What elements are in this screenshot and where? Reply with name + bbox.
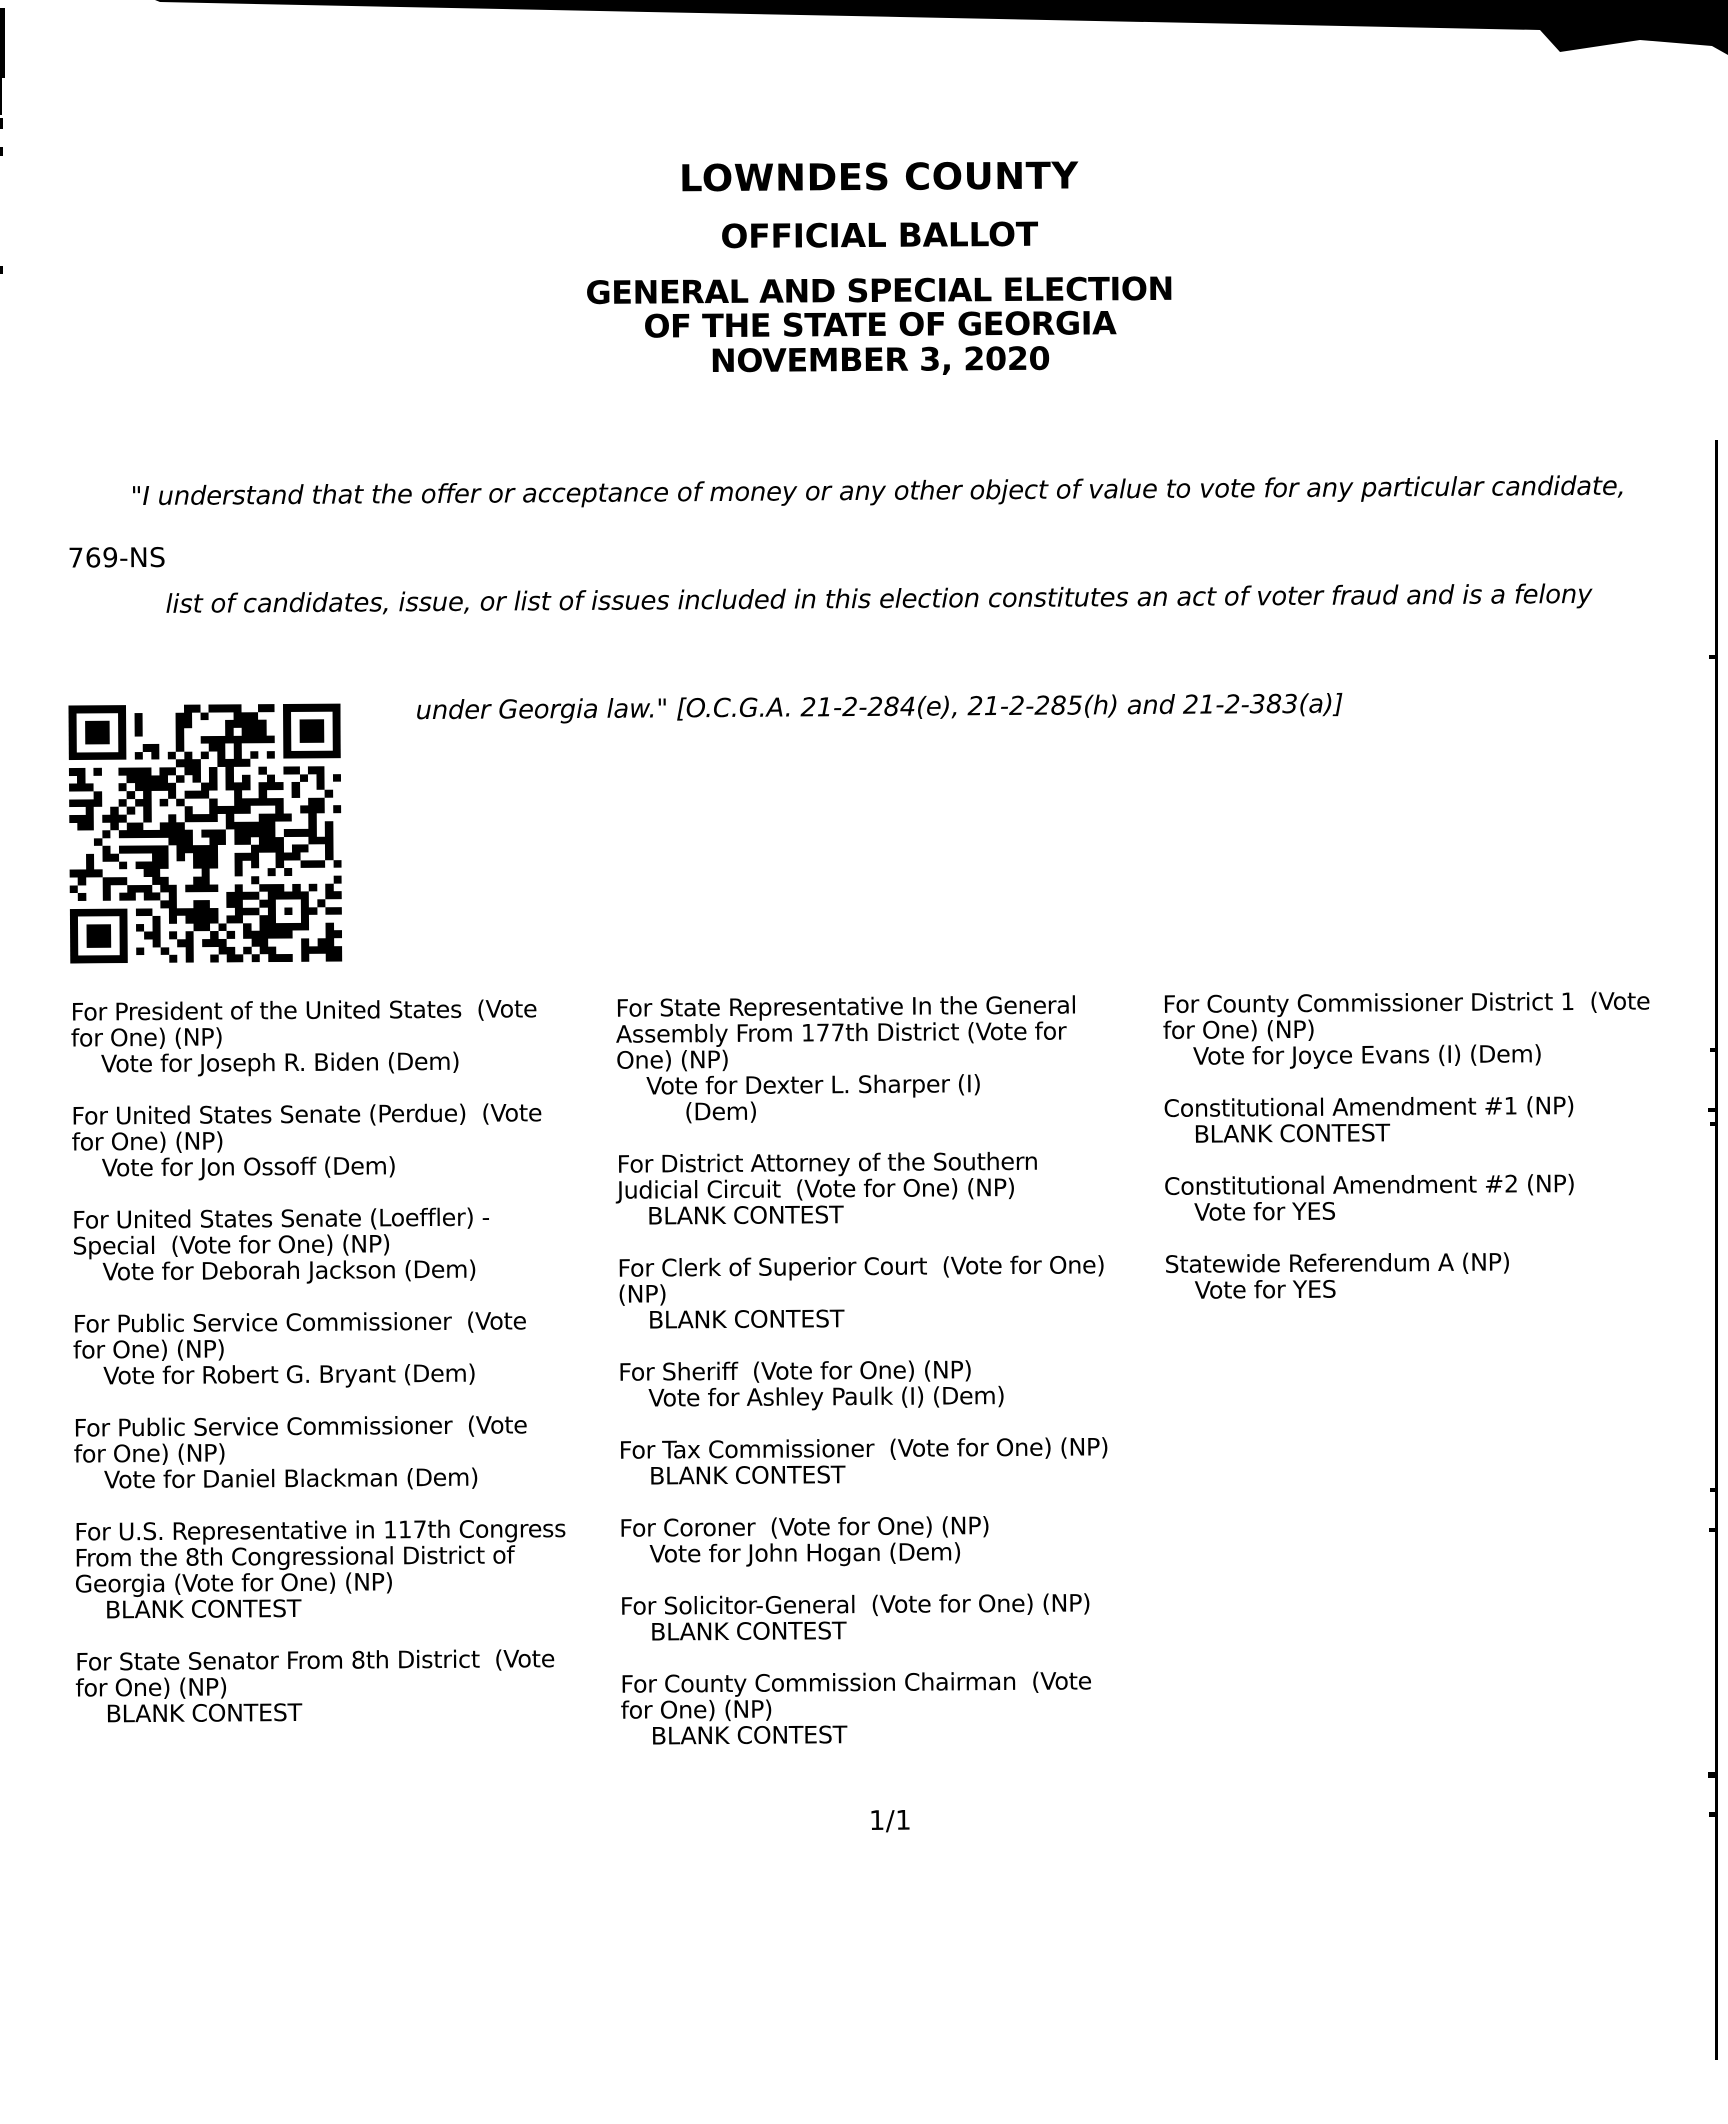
contest-block [617,1252,1108,1333]
contest-column-2 [616,992,1112,1775]
contest-selection-line: BLANK CONTEST [105,1698,302,1729]
contest-block [71,996,564,1077]
contest-selection-line: BLANK CONTEST [648,1461,846,1491]
oath-line: list of candidates, issue, or list of issues included in this election constitutes an act of voter fraud and is a felony [165,579,1593,620]
contest-title-line: Assembly From 177th District (Vote for [615,1017,1067,1049]
contest-selection-line: Vote for YES [1193,1197,1337,1227]
contest-selection-line: (Dem) [684,1097,758,1127]
contest-title-line: For State Representative In the General [615,991,1077,1023]
contest-block [1163,989,1651,1070]
contest-column-3 [1163,989,1653,1330]
contest-selection-line: Vote for Daniel Blackman (Dem) [103,1463,480,1495]
contest-title-line: For Public Service Commissioner (Vote [73,1411,528,1443]
election-title-line1: GENERAL AND SPECIAL ELECTION [585,269,1174,312]
oath-line: under Georgia law." [O.C.G.A. 21-2-284(e), 21-2-285(h) and 21-2-383(a)] [415,689,1344,727]
contest-block [617,1148,1108,1229]
contest-title-line: For Coroner (Vote for One) (NP) [619,1512,991,1543]
contest-title-line: For President of the United States (Vote [70,995,538,1027]
contest-title-line: for One) (NP) [75,1673,228,1703]
contest-selection-line: BLANK CONTEST [647,1305,845,1335]
contest-selection-line: Vote for Deborah Jackson (Dem) [102,1255,478,1287]
contest-block [618,1356,1109,1411]
contest-title-line: Special (Vote for One) (NP) [72,1230,391,1261]
contest-column-1 [71,996,568,1753]
ballot-style-number: 769-NS [67,542,167,575]
contest-selection-line: BLANK CONTEST [646,1201,844,1231]
oath-line: "I understand that the offer or acceptance of money or any other object of value to vote for any particular candidate, [130,471,1626,513]
contest-title-line: for One) (NP) [620,1695,774,1725]
contest-title-line: For District Attorney of the Southern [616,1147,1039,1179]
contest-block [73,1308,566,1389]
contest-block [616,992,1107,1125]
contest-selection-line: BLANK CONTEST [1193,1119,1390,1149]
contest-selection-line: Vote for Dexter L. Sharper (I) [646,1070,982,1101]
contest-title-line: For Solicitor-General (Vote for One) (NP) [619,1589,1092,1621]
contest-title-line: Constitutional Amendment #1 (NP) [1163,1092,1576,1123]
contest-title-line: From the 8th Congressional District of [74,1541,515,1573]
contest-title-line: For County Commission Chairman (Vote [620,1667,1093,1699]
contest-title-line: For Clerk of Superior Court (Vote for One) [617,1251,1106,1283]
contest-title-line: for One) (NP) [73,1439,227,1469]
contest-title-line: (NP) [617,1280,668,1309]
contest-title-line: For Tax Commissioner (Vote for One) (NP) [618,1433,1110,1465]
contest-block [619,1434,1110,1489]
contest-selection-line: BLANK CONTEST [649,1617,847,1647]
contest-block [619,1512,1110,1567]
contest-title-line: For United States Senate (Perdue) (Vote [71,1099,543,1131]
contest-selection-line: Vote for Robert G. Bryant (Dem) [103,1359,477,1391]
contest-title-line: for One) (NP) [1162,1015,1316,1045]
official-ballot-title: OFFICIAL BALLOT [720,214,1039,256]
county-title: LOWNDES COUNTY [678,154,1079,201]
contest-selection-line: Vote for Joyce Evans (I) (Dem) [1192,1040,1543,1071]
contest-selection-line: Vote for Jon Ossoff (Dem) [101,1152,397,1183]
contest-columns [70,987,1728,1751]
contest-selection-line: Vote for Joseph R. Biden (Dem) [100,1047,461,1079]
election-date: NOVEMBER 3, 2020 [709,339,1051,381]
contest-selection-line: Vote for Ashley Paulk (I) (Dem) [648,1382,1006,1413]
page-number: 1/1 [868,1805,913,1837]
contest-block [71,1100,564,1181]
contest-title-line: For U.S. Representative in 117th Congress [74,1515,567,1547]
contest-title-line: for One) (NP) [72,1335,226,1365]
contest-block [1164,1249,1652,1304]
contest-title-line: For Sheriff (Vote for One) (NP) [618,1356,973,1387]
contest-title-line: for One) (NP) [71,1127,225,1157]
contest-block [75,1646,568,1727]
contest-selection-line: BLANK CONTEST [650,1721,848,1751]
contest-title-line: For Public Service Commissioner (Vote [72,1307,527,1339]
contest-title-line: Georgia (Vote for One) (NP) [74,1568,394,1599]
election-title-line2: OF THE STATE OF GEORGIA [643,304,1117,346]
contest-block [620,1668,1111,1749]
contest-block [1163,1093,1651,1148]
contest-title-line: One) (NP) [615,1045,730,1075]
contest-block [74,1516,567,1623]
contest-selection-line: Vote for John Hogan (Dem) [649,1538,962,1569]
contest-title-line: For United States Senate (Loeffler) - [71,1203,490,1235]
contest-title-line: Statewide Referendum A (NP) [1164,1248,1511,1279]
contest-block [73,1412,566,1493]
contest-block [1164,1171,1652,1226]
contest-selection-line: Vote for YES [1194,1275,1337,1305]
contest-title-line: For County Commissioner District 1 (Vote [1162,987,1651,1019]
contest-title-line: for One) (NP) [70,1023,224,1053]
contest-title-line: Constitutional Amendment #2 (NP) [1163,1170,1576,1201]
contest-title-line: Judicial Circuit (Vote for One) (NP) [616,1173,1016,1205]
contest-block [620,1590,1111,1645]
contest-selection-line: BLANK CONTEST [104,1594,302,1625]
contest-title-line: For State Senator From 8th District (Vote [75,1645,556,1677]
contest-block [72,1204,565,1285]
qr-code [68,704,342,964]
